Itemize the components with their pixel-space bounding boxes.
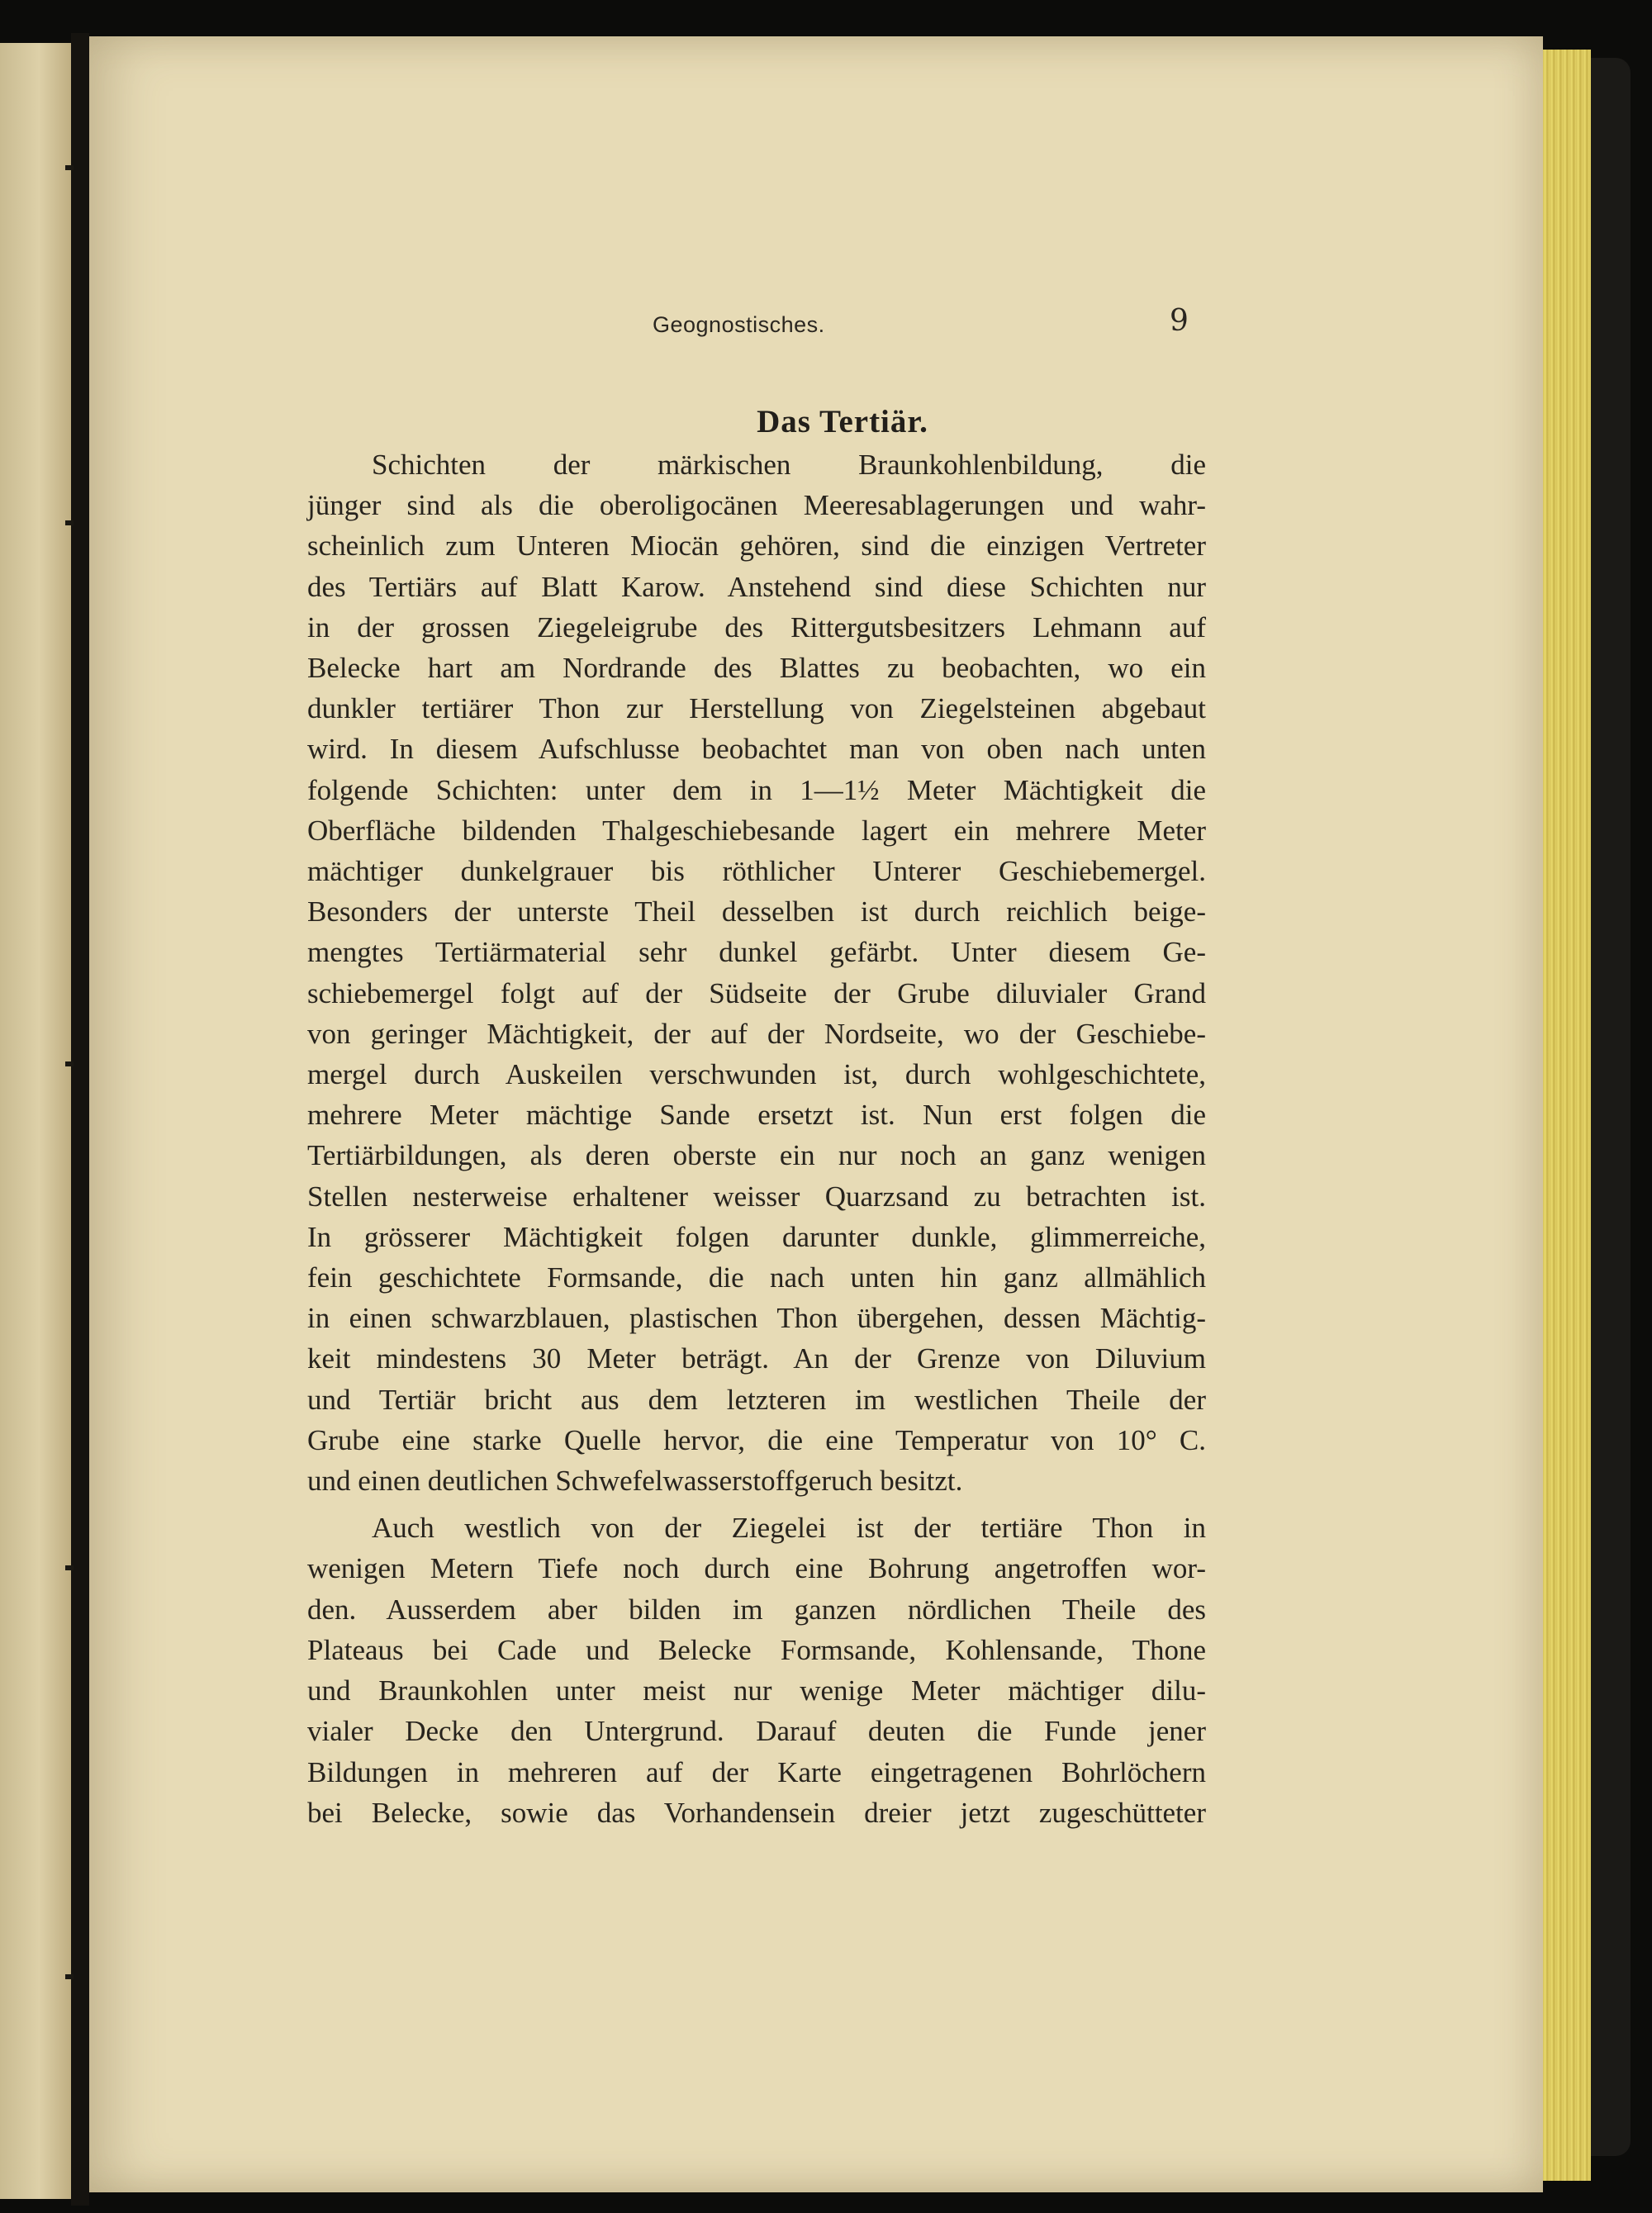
text-line: vialer Decke den Untergrund. Darauf deuten die Funde jener bbox=[307, 1715, 1206, 1748]
body-text bbox=[307, 444, 1206, 1833]
edge-mark bbox=[65, 165, 74, 170]
edge-mark bbox=[65, 1061, 74, 1066]
text-line: Auch westlich von der Ziegelei ist der tertiäre Thon in bbox=[372, 1512, 1206, 1545]
text-line: mächtiger dunkelgrauer bis röthlicher Unterer Geschiebemergel. bbox=[307, 855, 1206, 888]
book-gutter bbox=[71, 33, 89, 2206]
text-line: Stellen nesterweise erhaltener weisser Quarzsand zu betrachten ist. bbox=[307, 1180, 1206, 1213]
section-title: Das Tertiär. bbox=[757, 404, 928, 439]
text-line: Tertiärbildungen, als deren oberste ein nur noch an ganz wenigen bbox=[307, 1139, 1206, 1172]
text-line: und Tertiär bricht aus dem letzteren im westlichen Theile der bbox=[307, 1383, 1206, 1416]
text-line: und Braunkohlen unter meist nur wenige Meter mächtiger dilu- bbox=[307, 1674, 1206, 1707]
page-block-edges bbox=[1543, 50, 1591, 2181]
text-line: Oberfläche bildenden Thalgeschiebesande lagert ein mehrere Meter bbox=[307, 814, 1206, 847]
text-line: In grösserer Mächtigkeit folgen darunter dunkle, glimmerreiche, bbox=[307, 1220, 1206, 1253]
text-line: Bildungen in mehreren auf der Karte eingetragenen Bohrlöchern bbox=[307, 1755, 1206, 1788]
text-line: mehrere Meter mächtige Sande ersetzt ist. Nun erst folgen die bbox=[307, 1099, 1206, 1132]
text-line: scheinlich zum Unteren Miocän gehören, sind die einzigen Vertreter bbox=[307, 530, 1206, 563]
paragraph-1 bbox=[307, 444, 1206, 1501]
text-line: mergel durch Auskeilen verschwunden ist, durch wohlgeschichtete, bbox=[307, 1058, 1206, 1091]
paragraph-2 bbox=[307, 1508, 1206, 1833]
edge-mark bbox=[65, 1974, 74, 1979]
text-line: bei Belecke, sowie das Vorhandensein dreier jetzt zugeschütteter bbox=[307, 1796, 1206, 1829]
text-line: wenigen Metern Tiefe noch durch eine Bohrung angetroffen wor- bbox=[307, 1552, 1206, 1585]
paragraph-gap bbox=[307, 1501, 1206, 1508]
text-line: Grube eine starke Quelle hervor, die eine Temperatur von 10° C. bbox=[307, 1423, 1206, 1456]
text-line: des Tertiärs auf Blatt Karow. Anstehend sind diese Schichten nur bbox=[307, 570, 1206, 603]
text-line: in der grossen Ziegeleigrube des Rittergutsbesitzers Lehmann auf bbox=[307, 610, 1206, 643]
text-line: von geringer Mächtigkeit, der auf der Nordseite, wo der Geschiebe- bbox=[307, 1017, 1206, 1050]
edge-mark bbox=[65, 520, 74, 525]
page-number: 9 bbox=[1170, 304, 1189, 338]
text-line: Belecke hart am Nordrande des Blattes zu beobachten, wo ein bbox=[307, 652, 1206, 685]
book-cover bbox=[1591, 58, 1631, 2156]
text-line: schiebemergel folgt auf der Südseite der Grube diluvialer Grand bbox=[307, 976, 1206, 1009]
text-line: den. Ausserdem aber bilden im ganzen nördlichen Theile des bbox=[307, 1593, 1206, 1626]
text-line: keit mindestens 30 Meter beträgt. An der Grenze von Diluvium bbox=[307, 1342, 1206, 1375]
text-line: fein geschichtete Formsande, die nach unten hin ganz allmählich bbox=[307, 1261, 1206, 1294]
edge-mark bbox=[65, 1565, 74, 1570]
text-line: dunkler tertiärer Thon zur Herstellung von Ziegelsteinen abgebaut bbox=[307, 692, 1206, 725]
text-line: folgende Schichten: unter dem in 1—1½ Meter Mächtigkeit die bbox=[307, 773, 1206, 806]
text-line: wird. In diesem Aufschlusse beobachtet man von oben nach unten bbox=[307, 733, 1206, 766]
text-line: Besonders der unterste Theil desselben ist durch reichlich beige- bbox=[307, 895, 1206, 928]
text-line: jünger sind als die oberoligocänen Meeresablagerungen und wahr- bbox=[307, 489, 1206, 522]
text-line: mengtes Tertiärmaterial sehr dunkel gefärbt. Unter diesem Ge- bbox=[307, 936, 1206, 969]
text-line: Plateaus bei Cade und Belecke Formsande, Kohlensande, Thone bbox=[307, 1633, 1206, 1666]
text-line: in einen schwarzblauen, plastischen Thon übergehen, dessen Mächtig- bbox=[307, 1302, 1206, 1335]
text-line: und einen deutlichen Schwefelwasserstoffgeruch besitzt. bbox=[307, 1465, 963, 1498]
running-head: Geognostisches. bbox=[653, 312, 825, 337]
text-line: Schichten der märkischen Braunkohlenbildung, die bbox=[372, 449, 1206, 481]
facing-page-edge bbox=[0, 43, 71, 2199]
